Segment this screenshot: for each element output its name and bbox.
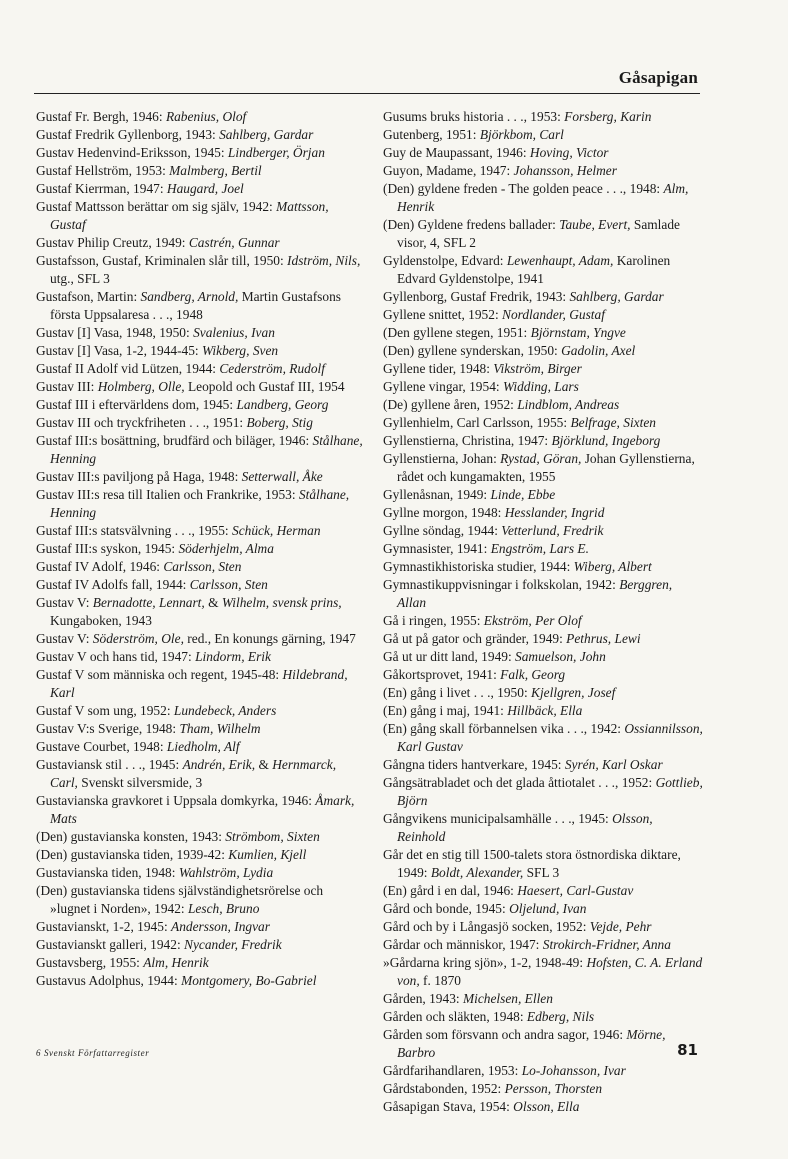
entry-author: Kumlien, Kjell xyxy=(228,847,307,862)
entry-author: Mattsson, Gustaf xyxy=(50,199,329,232)
right-column xyxy=(383,108,703,1116)
index-entry xyxy=(36,180,364,198)
index-entry xyxy=(383,720,703,756)
entry-suffix: Svenskt silversmide, 3 xyxy=(77,775,203,790)
entry-title: Gården, 1943: xyxy=(383,991,463,1006)
index-entry xyxy=(383,774,703,810)
entry-title: (De) gyllene åren, 1952: xyxy=(383,397,518,412)
entry-author: Söderström, Ole, xyxy=(92,631,184,646)
entry-title: (Den) Gyldene fredens ballader: xyxy=(383,217,560,232)
index-entry xyxy=(383,450,703,486)
index-entry xyxy=(36,756,364,792)
entry-author: Björnstam, Yngve xyxy=(530,325,626,340)
entry-suffix: utg., SFL 3 xyxy=(50,271,110,286)
entry-author: Rystad, Göran, xyxy=(500,451,582,466)
entry-title: Gustav V: xyxy=(36,595,93,610)
index-entry xyxy=(383,648,703,666)
index-entry xyxy=(36,360,364,378)
entry-title: Gångvikens municipalsamhälle . . ., 1945: xyxy=(383,811,613,826)
entry-author: Olsson, Reinhold xyxy=(397,811,653,844)
entry-author: Wilhelm, svensk prins, xyxy=(221,595,342,610)
entry-title: Gå ut ur ditt land, 1949: xyxy=(383,649,516,664)
entry-author: Åmark, Mats xyxy=(50,793,355,826)
entry-suffix: SFL 3 xyxy=(523,865,560,880)
entry-title: Gyllenåsnan, 1949: xyxy=(383,487,491,502)
index-entry xyxy=(383,936,703,954)
entry-title: Gutenberg, 1951: xyxy=(383,127,480,142)
entry-author: Ekström, Per Olof xyxy=(483,613,582,628)
entry-title: Gyllene vingar, 1954: xyxy=(383,379,503,394)
entry-author: Ossiannilsson, Karl Gustav xyxy=(397,721,703,754)
entry-title: Gustaf V som ung, 1952: xyxy=(36,703,174,718)
index-entry xyxy=(383,126,703,144)
entry-title: Gustav III: xyxy=(36,379,98,394)
index-entry xyxy=(36,396,364,414)
index-entry xyxy=(36,558,364,576)
entry-author: Boldt, Alexander, xyxy=(430,865,524,880)
index-entry xyxy=(36,144,364,162)
index-entry xyxy=(383,324,703,342)
entry-title: Gustaf III:s statsvälvning . . ., 1955: xyxy=(36,523,233,538)
entry-title: Gustaf III:s syskon, 1945: xyxy=(36,541,179,556)
entry-author: Engström, Lars E. xyxy=(490,541,589,556)
entry-title: Guyon, Madame, 1947: xyxy=(383,163,514,178)
entry-suffix: Martin Gustafsons första Uppsalaresa . . ., 1948 xyxy=(50,289,341,322)
index-entry xyxy=(383,576,703,612)
index-entry xyxy=(383,1062,703,1080)
index-entry xyxy=(36,648,364,666)
entry-title: Gustav Hedenvind-Eriksson, 1945: xyxy=(36,145,228,160)
index-entry xyxy=(383,252,703,288)
entry-author: Taube, Evert, xyxy=(559,217,631,232)
entry-author: Lindorm, Erik xyxy=(195,649,271,664)
entry-author: Wikberg, Sven xyxy=(202,343,279,358)
index-entry xyxy=(383,360,703,378)
entry-title: Gustavsberg, 1955: xyxy=(36,955,144,970)
index-entry xyxy=(383,990,703,1008)
entry-title: (Den) gustavianska tidens självständighetsrörelse och »lugnet i Norden», 1942: xyxy=(36,883,324,916)
index-entry xyxy=(383,1080,703,1098)
entry-title: Gustaf III i eftervärldens dom, 1945: xyxy=(36,397,237,412)
index-entry xyxy=(383,144,703,162)
index-entry xyxy=(383,108,703,126)
index-entry xyxy=(383,504,703,522)
entry-title: Gustaf IV Adolf, 1946: xyxy=(36,559,164,574)
entry-author: Strömbom, Sixten xyxy=(225,829,320,844)
entry-author: Linde, Ebbe xyxy=(490,487,556,502)
entry-author: Hesslander, Ingrid xyxy=(504,505,605,520)
entry-title: Gård och by i Långasjö socken, 1952: xyxy=(383,919,590,934)
entry-author: Sahlberg, Gardar xyxy=(569,289,664,304)
entry-title: Gyllene tider, 1948: xyxy=(383,361,494,376)
index-entry xyxy=(383,432,703,450)
index-entry xyxy=(36,108,364,126)
entry-title: Gyllenstierna, Johan: xyxy=(383,451,501,466)
entry-author: Liedholm, Alf xyxy=(166,739,240,754)
entry-title: Gustaf IV Adolfs fall, 1944: xyxy=(36,577,190,592)
entry-author: Sandberg, Arnold, xyxy=(140,289,239,304)
entry-title: Gyllenhielm, Carl Carlsson, 1955: xyxy=(383,415,571,430)
index-entry xyxy=(383,1026,703,1062)
entry-title: Gård och bonde, 1945: xyxy=(383,901,510,916)
entry-author: Forsberg, Karin xyxy=(564,109,652,124)
page-number: 81 xyxy=(677,1041,698,1059)
entry-author: Olsson, Ella xyxy=(513,1099,580,1114)
entry-title: Gustaf Fr. Bergh, 1946: xyxy=(36,109,166,124)
entry-title: Gymnasister, 1941: xyxy=(383,541,491,556)
entry-suffix: Leopold och Gustaf III, 1954 xyxy=(184,379,345,394)
entry-title: Gårdfarihandlaren, 1953: xyxy=(383,1063,522,1078)
entry-author: Berggren, Allan xyxy=(397,577,673,610)
entry-title: Gyldenstolpe, Edvard: xyxy=(383,253,507,268)
entry-title: Guy de Maupassant, 1946: xyxy=(383,145,530,160)
entry-title: Gustafsson, Gustaf, Kriminalen slår till, 1950: xyxy=(36,253,288,268)
entry-author: Setterwall, Åke xyxy=(241,469,323,484)
entry-title: (En) gård i en dal, 1946: xyxy=(383,883,518,898)
index-entry xyxy=(36,828,364,846)
entry-author: Strokirch-Fridner, Anna xyxy=(542,937,671,952)
entry-title: Gustaf Hellström, 1953: xyxy=(36,163,170,178)
entry-author: Bernadotte, Lennart, xyxy=(92,595,205,610)
index-entry xyxy=(36,540,364,558)
index-entry xyxy=(383,666,703,684)
entry-author: Sahlberg, Gardar xyxy=(219,127,314,142)
entry-title: (En) gång skall förbannelsen vika . . ., 1942: xyxy=(383,721,625,736)
entry-title: (Den gyllene stegen, 1951: xyxy=(383,325,531,340)
entry-author: Holmberg, Olle, xyxy=(97,379,185,394)
index-entry xyxy=(383,342,703,360)
entry-title: Gustav [I] Vasa, 1-2, 1944-45: xyxy=(36,343,202,358)
index-entry xyxy=(36,594,364,630)
entry-title: Gustaf III:s bosättning, brudfärd och biläger, 1946: xyxy=(36,433,313,448)
index-entry xyxy=(36,792,364,828)
entry-author: Syrén, Karl Oskar xyxy=(564,757,663,772)
entry-author: Lesch, Bruno xyxy=(187,901,260,916)
index-entry xyxy=(36,162,364,180)
entry-author: Mörne, Barbro xyxy=(397,1027,666,1060)
entry-author: Persson, Thorsten xyxy=(504,1081,603,1096)
entry-author: Montgomery, Bo-Gabriel xyxy=(181,973,317,988)
index-entry xyxy=(36,126,364,144)
entry-title: Gårdar och människor, 1947: xyxy=(383,937,543,952)
entry-author: Widding, Lars xyxy=(502,379,579,394)
index-entry xyxy=(36,342,364,360)
entry-title: Gymnastikhistoriska studier, 1944: xyxy=(383,559,574,574)
entry-author: Castrén, Gunnar xyxy=(188,235,280,250)
index-entry xyxy=(36,324,364,342)
index-entry xyxy=(383,540,703,558)
index-entry xyxy=(36,288,364,324)
entry-author: Rabenius, Olof xyxy=(165,109,247,124)
entry-title: (En) gång i livet . . ., 1950: xyxy=(383,685,532,700)
entry-author: Cederström, Rudolf xyxy=(219,361,325,376)
running-title: Gåsapigan xyxy=(618,68,698,87)
entry-title: (En) gång i maj, 1941: xyxy=(383,703,508,718)
entry-author: Vikström, Birger xyxy=(493,361,582,376)
entry-author: Landberg, Georg xyxy=(236,397,329,412)
entry-suffix: Karolinen Edvard Gyldenstolpe, 1941 xyxy=(397,253,671,286)
entry-title: Gustavianskt galleri, 1942: xyxy=(36,937,185,952)
entry-title: Gångsätrabladet och det glada åttiotalet . . ., 1952: xyxy=(383,775,656,790)
index-entry xyxy=(383,918,703,936)
entry-author: Michelsen, Ellen xyxy=(462,991,553,1006)
entry-author: Hildebrand, Karl xyxy=(50,667,348,700)
entry-title: Gustavianskt, 1-2, 1945: xyxy=(36,919,172,934)
index-entry xyxy=(383,396,703,414)
index-entry xyxy=(383,846,703,882)
entry-suffix: Johan Gyllenstierna, rådet och kungamakten, 1955 xyxy=(397,451,695,484)
entry-title: Gustav V:s Sverige, 1948: xyxy=(36,721,180,736)
entry-author: Björkbom, Carl xyxy=(479,127,564,142)
index-entry xyxy=(383,1098,703,1116)
entry-author: Stålhane, Henning xyxy=(50,433,363,466)
entry-title: Gyllenborg, Gustaf Fredrik, 1943: xyxy=(383,289,570,304)
entry-author: Björklund, Ingeborg xyxy=(551,433,661,448)
entry-author: Edberg, Nils xyxy=(526,1009,595,1024)
entry-author: Alm, Henrik xyxy=(397,181,689,214)
index-entry xyxy=(36,918,364,936)
entry-author: Nycander, Fredrik xyxy=(184,937,282,952)
entry-author: Haugard, Joel xyxy=(166,181,244,196)
entry-author: Haesert, Carl-Gustav xyxy=(517,883,634,898)
entry-author: Oljelund, Ivan xyxy=(509,901,587,916)
entry-title: Gustave Courbet, 1948: xyxy=(36,739,167,754)
index-entry xyxy=(383,1008,703,1026)
entry-author: Söderhjelm, Alma xyxy=(178,541,274,556)
index-entry xyxy=(383,180,703,216)
entry-title: Gusums bruks historia . . ., 1953: xyxy=(383,109,565,124)
entry-title: Gångna tiders hantverkare, 1945: xyxy=(383,757,565,772)
entry-author: Lindberger, Örjan xyxy=(227,145,325,160)
index-entry xyxy=(36,864,364,882)
index-entry xyxy=(36,936,364,954)
entry-author: Vetterlund, Fredrik xyxy=(501,523,604,538)
index-entry xyxy=(383,630,703,648)
entry-title: Gyllenstierna, Christina, 1947: xyxy=(383,433,552,448)
index-entry xyxy=(383,288,703,306)
index-entry xyxy=(383,486,703,504)
entry-author: Hillbäck, Ella xyxy=(507,703,583,718)
entry-title: Gustaf Kierrman, 1947: xyxy=(36,181,167,196)
entry-author: Alm, Henrik xyxy=(143,955,209,970)
index-entry xyxy=(36,720,364,738)
index-entry xyxy=(383,756,703,774)
index-entry xyxy=(36,486,364,522)
index-entry xyxy=(36,576,364,594)
index-entry xyxy=(36,846,364,864)
entry-author: Gottlieb, Björn xyxy=(397,775,703,808)
entry-title: Gustavus Adolphus, 1944: xyxy=(36,973,182,988)
entry-title: (Den) gyllene synderskan, 1950: xyxy=(383,343,562,358)
entry-author: Malmberg, Bertil xyxy=(169,163,262,178)
entry-suffix: Samlade visor, 4, SFL 2 xyxy=(397,217,680,250)
entry-title: »Gårdarna kring sjön», 1-2, 1948-49: xyxy=(383,955,587,970)
entry-author: Johansson, Helmer xyxy=(513,163,617,178)
index-entry xyxy=(36,198,364,234)
index-entry xyxy=(36,522,364,540)
index-entry xyxy=(383,882,703,900)
index-entry xyxy=(383,810,703,846)
entry-title: Går det en stig till 1500-talets stora östnordiska diktare, 1949: xyxy=(383,847,681,880)
index-entry xyxy=(36,414,364,432)
footer-signature: 6 Svenskt Författarregister xyxy=(36,1048,150,1058)
entry-suffix: Kungaboken, 1943 xyxy=(50,613,152,628)
entry-title: Gustav [I] Vasa, 1948, 1950: xyxy=(36,325,194,340)
entry-author: Samuelson, John xyxy=(515,649,606,664)
entry-author: Falk, Georg xyxy=(500,667,566,682)
entry-title: Gustav V: xyxy=(36,631,93,646)
entry-title: Gyllne morgon, 1948: xyxy=(383,505,505,520)
index-entry xyxy=(383,378,703,396)
entry-title: Gå i ringen, 1955: xyxy=(383,613,484,628)
entry-author: Schück, Herman xyxy=(232,523,321,538)
entry-author: Belfrage, Sixten xyxy=(570,415,656,430)
index-entry xyxy=(383,216,703,252)
index-entry xyxy=(383,162,703,180)
index-entry xyxy=(36,972,364,990)
entry-title: Gustav III och tryckfriheten . . ., 1951: xyxy=(36,415,247,430)
entry-author: Wiberg, Albert xyxy=(573,559,652,574)
entry-title: Gustafson, Martin: xyxy=(36,289,141,304)
index-entry xyxy=(36,252,364,288)
entry-title: Gustaf Fredrik Gyllenborg, 1943: xyxy=(36,127,220,142)
entry-title: Gyllne söndag, 1944: xyxy=(383,523,502,538)
entry-author: Lewenhaupt, Adam, xyxy=(506,253,614,268)
entry-title: Gårdstabonden, 1952: xyxy=(383,1081,505,1096)
entry-author: Carlsson, Sten xyxy=(163,559,242,574)
entry-title: (Den) gyldene freden - The golden peace . . ., 1948: xyxy=(383,181,664,196)
entry-suffix: f. 1870 xyxy=(419,973,461,988)
entry-title: (Den) gustavianska tiden, 1939-42: xyxy=(36,847,229,862)
entry-title: Gymnastikuppvisningar i folkskolan, 1942: xyxy=(383,577,620,592)
entry-author: Svalenius, Ivan xyxy=(193,325,275,340)
entry-title: Gustaf V som människa och regent, 1945-48: xyxy=(36,667,283,682)
index-entry xyxy=(36,954,364,972)
entry-title: Gustaviansk stil . . ., 1945: xyxy=(36,757,183,772)
index-entry xyxy=(36,378,364,396)
entry-author: Hofsten, C. A. Erland von, xyxy=(397,955,703,988)
index-entry xyxy=(36,738,364,756)
index-entry xyxy=(383,684,703,702)
entry-author: Lindblom, Andreas xyxy=(517,397,620,412)
entry-author: Stålhane, Henning xyxy=(50,487,350,520)
entry-title: Gå ut på gator och gränder, 1949: xyxy=(383,631,567,646)
index-entry xyxy=(36,468,364,486)
entry-author: Gadolin, Axel xyxy=(561,343,636,358)
entry-author: Andersson, Ingvar xyxy=(171,919,270,934)
entry-author: Carlsson, Sten xyxy=(189,577,268,592)
index-entry xyxy=(383,900,703,918)
entry-title: (Den) gustavianska konsten, 1943: xyxy=(36,829,226,844)
entry-title: Gustavianska gravkoret i Uppsala domkyrka, 1946: xyxy=(36,793,316,808)
entry-title: Gården som försvann och andra sagor, 1946: xyxy=(383,1027,627,1042)
entry-author: Hoving, Victor xyxy=(529,145,609,160)
entry-suffix: & xyxy=(255,757,273,772)
entry-title: Gustaf Mattsson berättar om sig själv, 1942: xyxy=(36,199,277,214)
left-column xyxy=(36,108,364,990)
entry-title: Gåkortsprovet, 1941: xyxy=(383,667,501,682)
index-entry xyxy=(36,630,364,648)
entry-author: Nordlander, Gustaf xyxy=(502,307,605,322)
entry-suffix: & xyxy=(204,595,222,610)
index-entry xyxy=(383,954,703,990)
entry-title: Gåsapigan Stava, 1954: xyxy=(383,1099,514,1114)
entry-author: Lo-Johansson, Ivar xyxy=(521,1063,626,1078)
entry-title: Gustav V och hans tid, 1947: xyxy=(36,649,196,664)
index-entry xyxy=(36,882,364,918)
entry-title: Gustaf II Adolf vid Lützen, 1944: xyxy=(36,361,220,376)
entry-title: Gyllene snittet, 1952: xyxy=(383,307,503,322)
index-entry xyxy=(36,234,364,252)
index-entry xyxy=(36,432,364,468)
entry-author: Lundebeck, Anders xyxy=(173,703,277,718)
index-entry xyxy=(383,612,703,630)
entry-author: Andrén, Erik, xyxy=(182,757,256,772)
entry-title: Gustav III:s paviljong på Haga, 1948: xyxy=(36,469,242,484)
entry-title: Gården och släkten, 1948: xyxy=(383,1009,527,1024)
entry-author: Vejde, Pehr xyxy=(589,919,652,934)
header-rule xyxy=(34,93,700,94)
index-entry xyxy=(383,558,703,576)
entry-title: Gustavianska tiden, 1948: xyxy=(36,865,179,880)
index-entry xyxy=(36,666,364,702)
entry-title: Gustav Philip Creutz, 1949: xyxy=(36,235,189,250)
entry-suffix: red., En konungs gärning, 1947 xyxy=(183,631,356,646)
index-entry xyxy=(383,414,703,432)
entry-author: Hernmarck, Carl, xyxy=(50,757,337,790)
entry-author: Wahlström, Lydia xyxy=(178,865,274,880)
entry-author: Boberg, Stig xyxy=(246,415,313,430)
entry-title: Gustav III:s resa till Italien och Frankrike, 1953: xyxy=(36,487,299,502)
entry-author: Pethrus, Lewi xyxy=(566,631,641,646)
index-entry xyxy=(383,702,703,720)
index-entry xyxy=(383,306,703,324)
index-entry xyxy=(383,522,703,540)
entry-author: Kjellgren, Josef xyxy=(531,685,616,700)
entry-author: Tham, Wilhelm xyxy=(179,721,261,736)
index-entry xyxy=(36,702,364,720)
entry-author: Idström, Nils, xyxy=(287,253,361,268)
